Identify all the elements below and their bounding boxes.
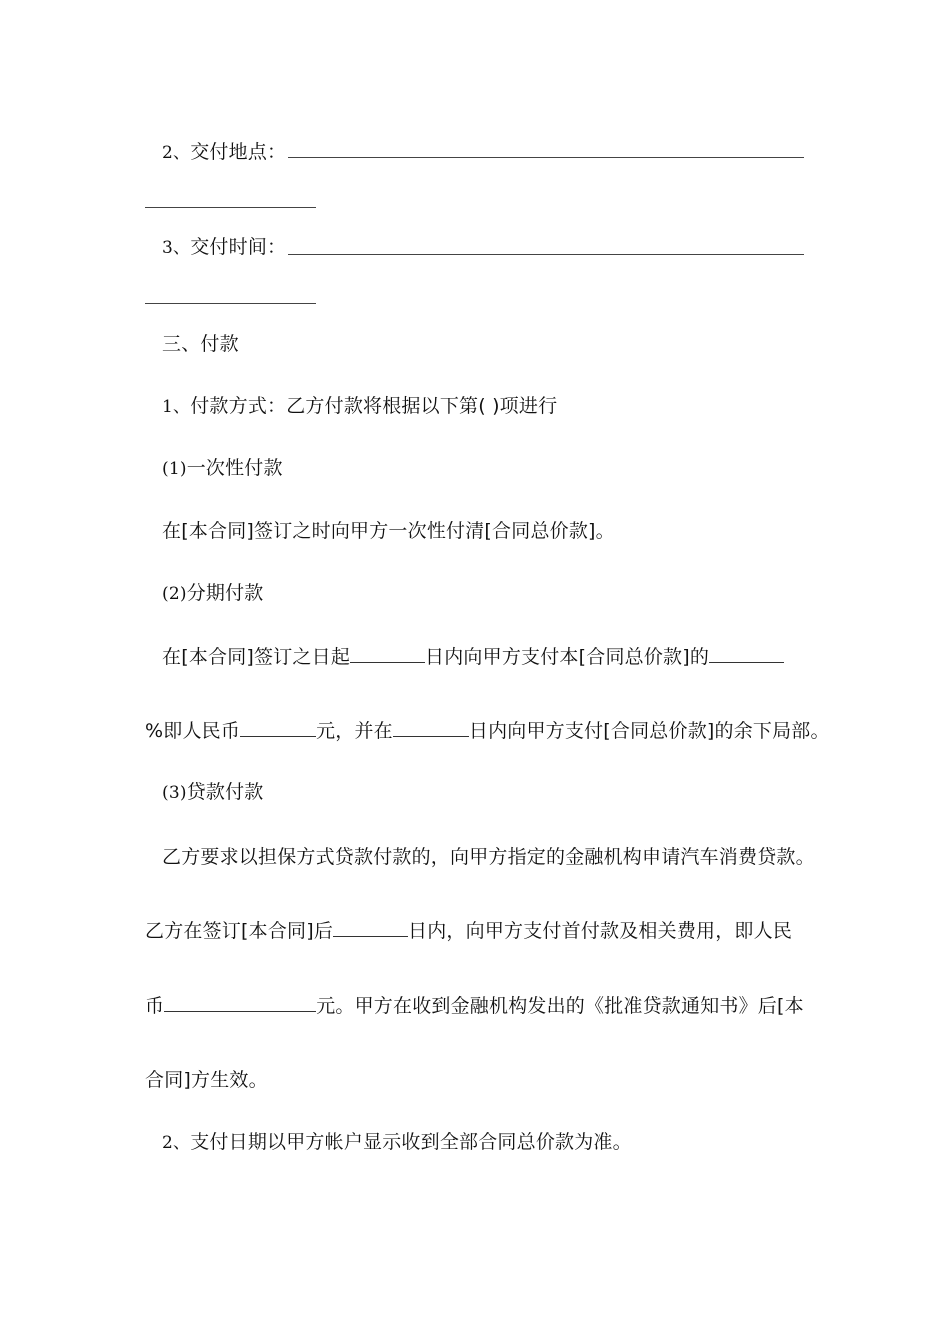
- installment-line-2: [145, 718, 830, 743]
- installment-line-1: [162, 644, 784, 669]
- loan-line-2: [145, 918, 792, 943]
- loan-line-4: 合同]方生效。: [145, 1069, 268, 1091]
- text-segment: 元，并在: [316, 720, 393, 742]
- text-segment: 日内，向甲方支付首付款及相关费用，即人民: [408, 920, 793, 942]
- days-blank[interactable]: [393, 718, 469, 737]
- option-lump-sum-text: 在[本合同]签订之时向甲方一次性付清[合同总价款]。: [162, 520, 615, 542]
- option-number: (1): [162, 459, 187, 479]
- amount-blank[interactable]: [240, 718, 316, 737]
- payment-date-text: 支付日期以甲方帐户显示收到全部合同总价款为准。: [190, 1131, 632, 1153]
- text-segment: 币: [145, 995, 165, 1017]
- option-label: 贷款付款: [186, 781, 264, 803]
- delivery-place-label: 交付地点：: [190, 141, 287, 163]
- option-label: 分期付款: [186, 582, 264, 604]
- loan-line-3: [145, 993, 804, 1018]
- payment-date-line: [162, 1130, 632, 1155]
- days-blank[interactable]: [333, 918, 408, 937]
- text-segment: %即人民币: [145, 720, 241, 742]
- delivery-time-line: [162, 235, 286, 260]
- item-number: 2、: [162, 1133, 191, 1153]
- text-segment: 乙方在签订[本合同]后: [145, 920, 334, 942]
- payment-method-text: 付款方式：乙方付款将根据以下第( )项进行: [190, 395, 558, 417]
- text-segment: 在[本合同]签订之日起: [162, 646, 351, 668]
- delivery-time-blank[interactable]: [288, 254, 804, 255]
- delivery-time-blank-continued[interactable]: [145, 303, 316, 304]
- loan-line-1: 乙方要求以担保方式贷款付款的，向甲方指定的金融机构申请汽车消费贷款。: [162, 846, 815, 868]
- down-payment-blank[interactable]: [164, 993, 316, 1012]
- option-lump-sum-heading: [162, 456, 283, 481]
- days-blank[interactable]: [350, 644, 425, 663]
- text-segment: 日内向甲方支付本[合同总价款]的: [425, 646, 710, 668]
- option-installment-heading: [162, 581, 264, 606]
- delivery-place-blank-continued[interactable]: [145, 207, 316, 208]
- option-number: (2): [162, 584, 187, 604]
- text-segment: 日内向甲方支付[合同总价款]的余下局部。: [468, 720, 830, 742]
- percent-blank[interactable]: [709, 644, 784, 663]
- option-loan-heading: [162, 780, 264, 805]
- delivery-place-line: [162, 140, 286, 165]
- option-label: 一次性付款: [186, 457, 283, 479]
- delivery-place-blank[interactable]: [288, 157, 804, 158]
- item-number: 1、: [162, 397, 191, 417]
- payment-method-line: [162, 394, 557, 419]
- delivery-time-label: 交付时间：: [190, 236, 287, 258]
- text-segment: 元。甲方在收到金融机构发出的《批准贷款通知书》后[本: [316, 995, 804, 1017]
- option-number: (3): [162, 783, 187, 803]
- item-number: 2、: [162, 143, 191, 163]
- section-heading-payment: 三、付款: [162, 333, 239, 355]
- item-number: 3、: [162, 238, 191, 258]
